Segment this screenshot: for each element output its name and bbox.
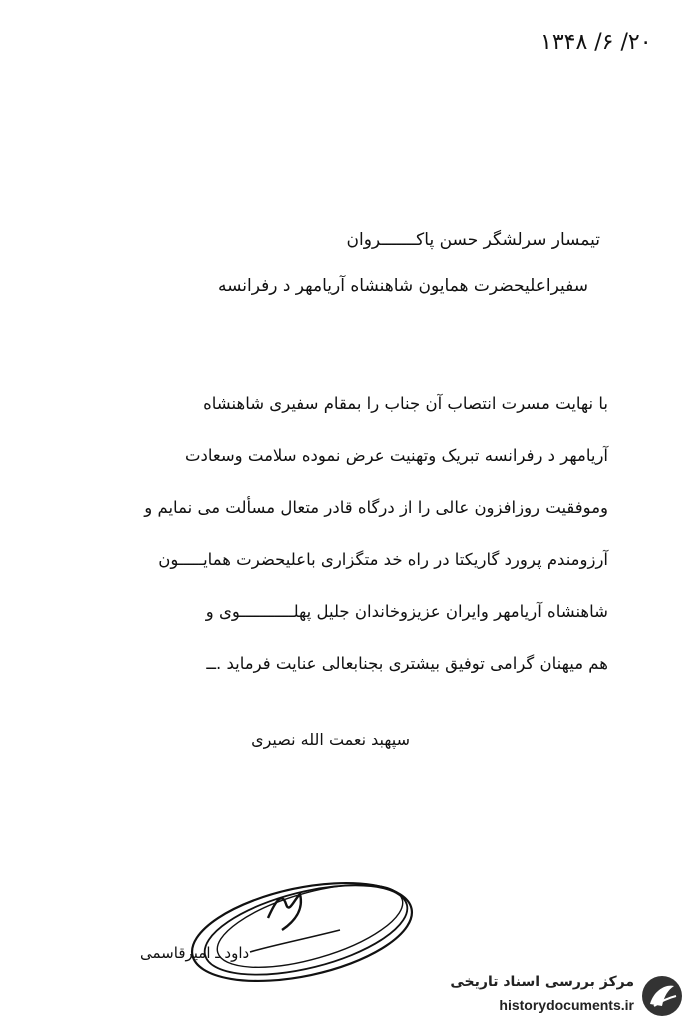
body-line: با نهایت مسرت انتصاب آن جناب را بمقام سفیری شاهنشاه	[203, 394, 608, 413]
body-line: وموفقیت روزافزون عالی را از درگاه قادر متعال مسألت می نمایم و	[144, 498, 608, 517]
body-line: شاهنشاه آریامهر وایران عزیزوخاندان جلیل پهلـــــــــــوی و	[205, 602, 608, 621]
body-line: آریامهر د رفرانسه تبریک وتهنیت عرض نموده سلامت وسعادت	[184, 446, 608, 465]
letter-body	[88, 378, 608, 690]
body-line: هم میهنان گرامی توفیق بیشتری بجنابعالی عنایت فرماید .ــ	[206, 654, 608, 673]
copy-recipient-name: داود ـ امیرقاسمی	[140, 944, 250, 962]
recipient-title: سفیراعلیحضرت همایون شاهنشاه آریامهر د رفرانسه	[217, 276, 588, 296]
archive-website: historydocuments.ir	[499, 997, 634, 1013]
archive-watermark	[410, 972, 690, 1022]
handwritten-signature-icon	[190, 860, 435, 1000]
signer-name: سپهبد نعمت الله نصیری	[251, 730, 410, 749]
recipient-name: تیمسار سرلشگر حسن پاکـــــــروان	[346, 230, 600, 250]
document-archive-logo-icon	[640, 974, 684, 1018]
archive-name: مرکز بررسی اسناد تاریخی	[450, 974, 634, 990]
body-line: آرزومندم پرورد گاریکتا در راه خد متگزاری باعلیحضرت همایـــــون	[158, 550, 608, 569]
document-date: ۲۰/ ۶/ ۱۳۴۸	[540, 30, 652, 55]
